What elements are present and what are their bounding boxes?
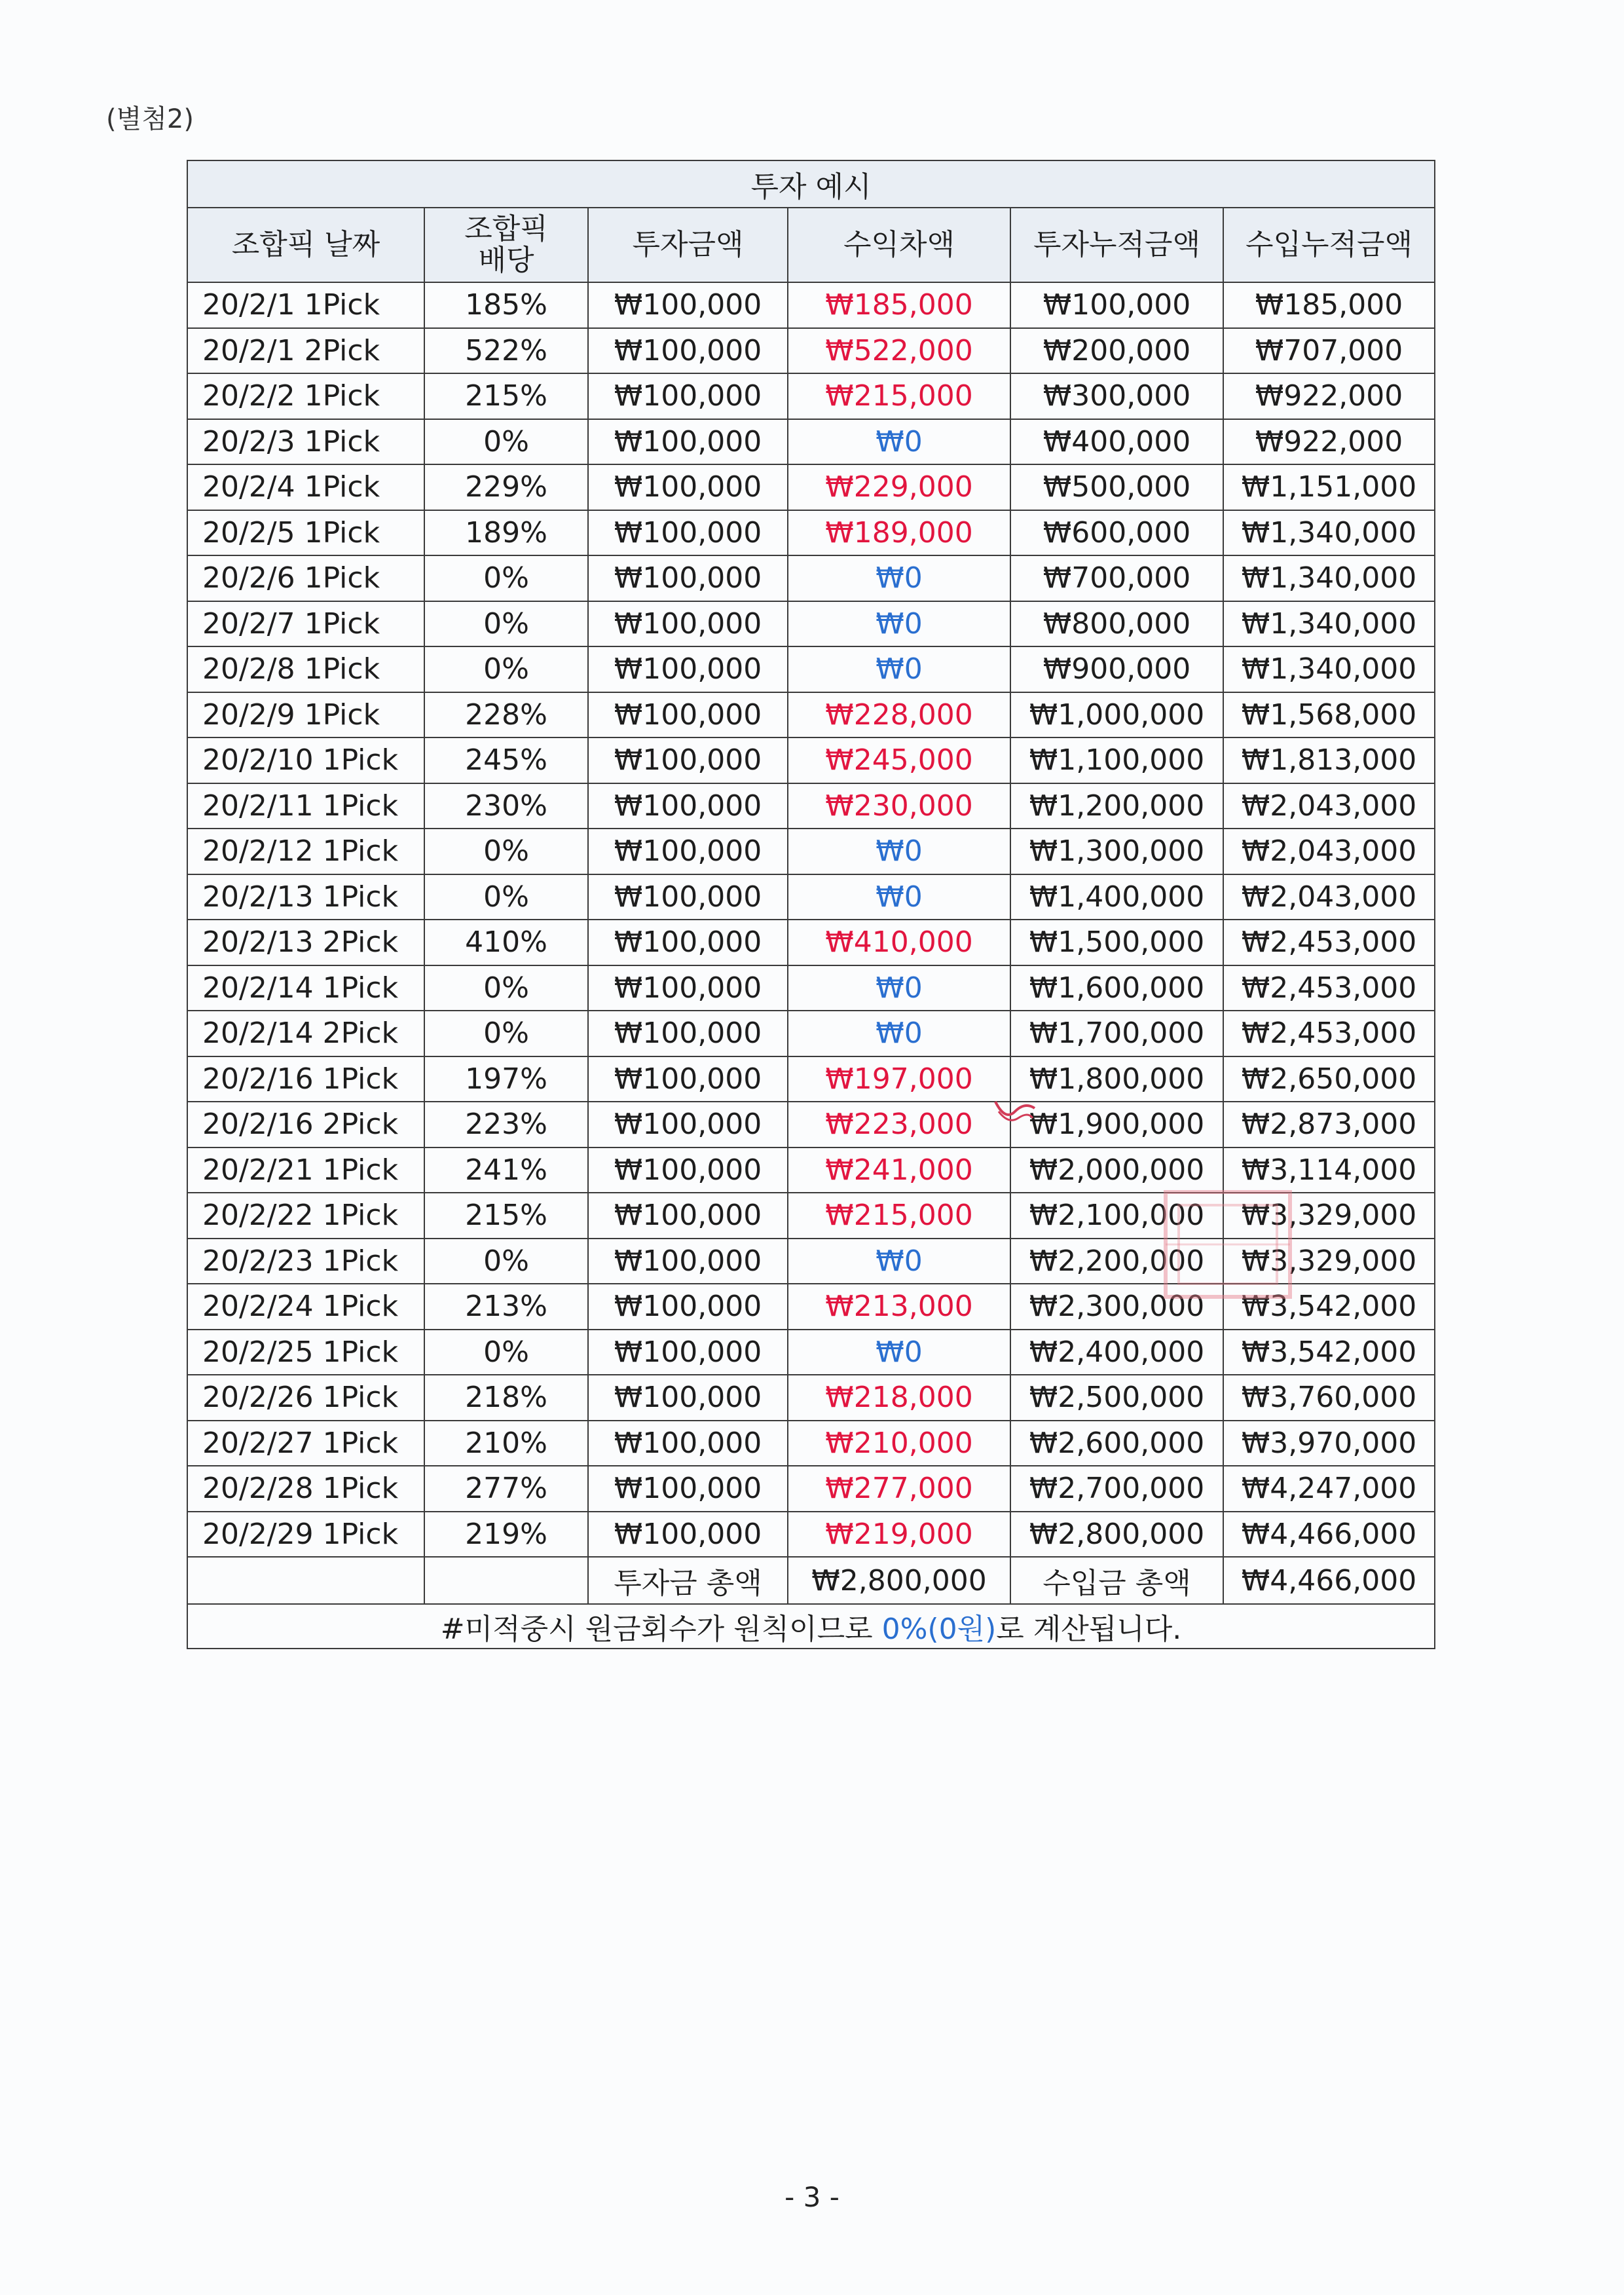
cell-profit: ₩219,000 [788, 1512, 1010, 1558]
cell-date: 20/2/16 1Pick [187, 1056, 424, 1102]
cell-cum-income: ₩707,000 [1223, 328, 1435, 374]
table-row [187, 282, 1435, 328]
cell-profit: ₩197,000 [788, 1056, 1010, 1102]
cell-invest: ₩100,000 [588, 1512, 788, 1558]
cell-profit: ₩215,000 [788, 1193, 1010, 1239]
table-row [187, 1056, 1435, 1102]
cell-cum-income: ₩4,247,000 [1223, 1466, 1435, 1512]
table-row [187, 1466, 1435, 1512]
page-number: - 3 - [784, 2181, 840, 2213]
cell-cum-invest: ₩2,200,000 [1010, 1239, 1223, 1284]
cell-invest: ₩100,000 [588, 646, 788, 692]
table-title-row [187, 160, 1435, 208]
cell-cum-invest: ₩500,000 [1010, 464, 1223, 510]
cell-date: 20/2/9 1Pick [187, 692, 424, 738]
cell-invest: ₩100,000 [588, 510, 788, 556]
cell-cum-income: ₩2,453,000 [1223, 1011, 1435, 1056]
cell-invest: ₩100,000 [588, 373, 788, 419]
cell-invest: ₩100,000 [588, 783, 788, 829]
cell-date: 20/2/14 1Pick [187, 965, 424, 1011]
cell-profit: ₩0 [788, 829, 1010, 874]
cell-cum-income: ₩922,000 [1223, 419, 1435, 465]
cell-date: 20/2/5 1Pick [187, 510, 424, 556]
cell-cum-invest: ₩100,000 [1010, 282, 1223, 328]
table-row [187, 555, 1435, 601]
cell-invest: ₩100,000 [588, 829, 788, 874]
cell-invest: ₩100,000 [588, 1284, 788, 1330]
cell-invest: ₩100,000 [588, 1056, 788, 1102]
header-cum-income: 수입누적금액 [1223, 208, 1435, 282]
cell-ratio: 0% [424, 829, 588, 874]
cell-invest: ₩100,000 [588, 874, 788, 920]
cell-ratio: 215% [424, 373, 588, 419]
cell-ratio: 228% [424, 692, 588, 738]
cell-profit: ₩185,000 [788, 282, 1010, 328]
table-row [187, 373, 1435, 419]
cell-profit: ₩0 [788, 1330, 1010, 1375]
cell-cum-invest: ₩1,400,000 [1010, 874, 1223, 920]
cell-date: 20/2/22 1Pick [187, 1193, 424, 1239]
cell-profit: ₩0 [788, 1239, 1010, 1284]
table-row [187, 874, 1435, 920]
cell-cum-invest: ₩200,000 [1010, 328, 1223, 374]
cell-cum-income: ₩3,114,000 [1223, 1148, 1435, 1193]
table-row [187, 1330, 1435, 1375]
cell-ratio: 0% [424, 1011, 588, 1056]
cell-date: 20/2/12 1Pick [187, 829, 424, 874]
note-text [187, 1604, 1435, 1649]
cell-ratio: 0% [424, 1330, 588, 1375]
cell-cum-invest: ₩1,500,000 [1010, 920, 1223, 965]
header-cum-invest: 투자누적금액 [1010, 208, 1223, 282]
cell-date: 20/2/26 1Pick [187, 1375, 424, 1421]
cell-ratio: 0% [424, 874, 588, 920]
cell-profit: ₩189,000 [788, 510, 1010, 556]
cell-cum-invest: ₩2,600,000 [1010, 1421, 1223, 1466]
header-invest: 투자금액 [588, 208, 788, 282]
cell-invest: ₩100,000 [588, 1148, 788, 1193]
cell-profit: ₩0 [788, 419, 1010, 465]
cell-ratio: 185% [424, 282, 588, 328]
stamp-mark-icon [992, 1095, 1038, 1128]
cell-invest: ₩100,000 [588, 1011, 788, 1056]
header-ratio: 조합픽 배당 [424, 208, 588, 282]
cell-ratio: 213% [424, 1284, 588, 1330]
cell-invest: ₩100,000 [588, 601, 788, 647]
cell-cum-invest: ₩2,300,000 [1010, 1284, 1223, 1330]
table-row [187, 737, 1435, 783]
cell-profit: ₩223,000 [788, 1102, 1010, 1148]
cell-cum-income: ₩922,000 [1223, 373, 1435, 419]
table-row [187, 829, 1435, 874]
cell-date: 20/2/28 1Pick [187, 1466, 424, 1512]
cell-cum-income: ₩1,340,000 [1223, 646, 1435, 692]
cell-date: 20/2/29 1Pick [187, 1512, 424, 1558]
cell-ratio: 0% [424, 555, 588, 601]
cell-date: 20/2/7 1Pick [187, 601, 424, 647]
cell-cum-invest: ₩2,100,000 [1010, 1193, 1223, 1239]
cell-cum-income: ₩3,542,000 [1223, 1330, 1435, 1375]
cell-profit: ₩230,000 [788, 783, 1010, 829]
cell-cum-invest: ₩1,600,000 [1010, 965, 1223, 1011]
cell-invest: ₩100,000 [588, 1330, 788, 1375]
cell-cum-invest: ₩600,000 [1010, 510, 1223, 556]
table-row [187, 1512, 1435, 1558]
cell-cum-income: ₩2,043,000 [1223, 874, 1435, 920]
cell-ratio: 210% [424, 1421, 588, 1466]
note-text-highlight: 0%(0원) [881, 1613, 997, 1646]
attachment-label: (별첨2) [106, 104, 194, 134]
cell-invest: ₩100,000 [588, 555, 788, 601]
cell-profit: ₩522,000 [788, 328, 1010, 374]
table-row [187, 646, 1435, 692]
cell-cum-income: ₩1,340,000 [1223, 601, 1435, 647]
cell-date: 20/2/6 1Pick [187, 555, 424, 601]
cell-ratio: 229% [424, 464, 588, 510]
cell-cum-invest: ₩800,000 [1010, 601, 1223, 647]
cell-date: 20/2/16 2Pick [187, 1102, 424, 1148]
cell-ratio: 215% [424, 1193, 588, 1239]
cell-cum-invest: ₩900,000 [1010, 646, 1223, 692]
cell-cum-income: ₩2,043,000 [1223, 829, 1435, 874]
cell-cum-income: ₩1,568,000 [1223, 692, 1435, 738]
cell-profit: ₩215,000 [788, 373, 1010, 419]
table-row [187, 510, 1435, 556]
cell-date: 20/2/1 2Pick [187, 328, 424, 374]
cell-profit: ₩0 [788, 965, 1010, 1011]
table-row [187, 1011, 1435, 1056]
table-header-row [187, 208, 1435, 282]
cell-date: 20/2/13 1Pick [187, 874, 424, 920]
cell-cum-invest: ₩400,000 [1010, 419, 1223, 465]
cell-cum-invest: ₩2,500,000 [1010, 1375, 1223, 1421]
cell-invest: ₩100,000 [588, 464, 788, 510]
cell-invest: ₩100,000 [588, 1102, 788, 1148]
cell-date: 20/2/25 1Pick [187, 1330, 424, 1375]
cell-date: 20/2/11 1Pick [187, 783, 424, 829]
cell-cum-income: ₩3,970,000 [1223, 1421, 1435, 1466]
cell-date: 20/2/23 1Pick [187, 1239, 424, 1284]
cell-date: 20/2/8 1Pick [187, 646, 424, 692]
cell-ratio: 219% [424, 1512, 588, 1558]
cell-invest: ₩100,000 [588, 419, 788, 465]
table-row [187, 965, 1435, 1011]
cell-cum-invest: ₩300,000 [1010, 373, 1223, 419]
table-row [187, 464, 1435, 510]
cell-cum-income: ₩2,650,000 [1223, 1056, 1435, 1102]
cell-invest: ₩100,000 [588, 1193, 788, 1239]
cell-profit: ₩245,000 [788, 737, 1010, 783]
cell-cum-invest: ₩700,000 [1010, 555, 1223, 601]
table-row [187, 920, 1435, 965]
cell-profit: ₩0 [788, 1011, 1010, 1056]
cell-cum-invest: ₩1,700,000 [1010, 1011, 1223, 1056]
cell-ratio: 0% [424, 646, 588, 692]
cell-date: 20/2/3 1Pick [187, 419, 424, 465]
table-row [187, 1375, 1435, 1421]
cell-date: 20/2/13 2Pick [187, 920, 424, 965]
cell-cum-income: ₩1,151,000 [1223, 464, 1435, 510]
cell-cum-invest: ₩1,800,000 [1010, 1056, 1223, 1102]
cell-profit: ₩210,000 [788, 1421, 1010, 1466]
header-date: 조합픽 날짜 [187, 208, 424, 282]
note-text-after: 로 계산됩니다. [996, 1613, 1182, 1646]
cell-date: 20/2/27 1Pick [187, 1421, 424, 1466]
cell-profit: ₩218,000 [788, 1375, 1010, 1421]
cell-profit: ₩0 [788, 601, 1010, 647]
cell-date: 20/2/4 1Pick [187, 464, 424, 510]
cell-ratio: 410% [424, 920, 588, 965]
cell-profit: ₩410,000 [788, 920, 1010, 965]
cell-date: 20/2/2 1Pick [187, 373, 424, 419]
cell-cum-income: ₩185,000 [1223, 282, 1435, 328]
cell-cum-income: ₩2,873,000 [1223, 1102, 1435, 1148]
total-invest-label: 투자금 총액 [588, 1557, 788, 1604]
cell-profit: ₩0 [788, 874, 1010, 920]
cell-cum-income: ₩3,542,000 [1223, 1284, 1435, 1330]
cell-ratio: 277% [424, 1466, 588, 1512]
cell-invest: ₩100,000 [588, 920, 788, 965]
table-row [187, 692, 1435, 738]
cell-ratio: 230% [424, 783, 588, 829]
cell-ratio: 223% [424, 1102, 588, 1148]
cell-invest: ₩100,000 [588, 965, 788, 1011]
cell-cum-income: ₩2,453,000 [1223, 920, 1435, 965]
total-income-label: 수입금 총액 [1010, 1557, 1223, 1604]
cell-ratio: 522% [424, 328, 588, 374]
cell-profit: ₩213,000 [788, 1284, 1010, 1330]
cell-profit: ₩0 [788, 646, 1010, 692]
cell-cum-invest: ₩1,100,000 [1010, 737, 1223, 783]
cell-cum-invest: ₩1,900,000 [1010, 1102, 1223, 1148]
cell-ratio: 197% [424, 1056, 588, 1102]
cell-cum-invest: ₩1,300,000 [1010, 829, 1223, 874]
cell-cum-invest: ₩2,800,000 [1010, 1512, 1223, 1558]
header-profit: 수익차액 [788, 208, 1010, 282]
cell-ratio: 0% [424, 601, 588, 647]
cell-invest: ₩100,000 [588, 1466, 788, 1512]
table-row [187, 783, 1435, 829]
cell-invest: ₩100,000 [588, 1375, 788, 1421]
table-row [187, 1102, 1435, 1148]
cell-cum-invest: ₩2,700,000 [1010, 1466, 1223, 1512]
cell-cum-income: ₩3,760,000 [1223, 1375, 1435, 1421]
totals-empty-cell [187, 1557, 424, 1604]
cell-profit: ₩228,000 [788, 692, 1010, 738]
cell-cum-income: ₩1,340,000 [1223, 510, 1435, 556]
cell-date: 20/2/24 1Pick [187, 1284, 424, 1330]
cell-profit: ₩0 [788, 555, 1010, 601]
cell-cum-income: ₩2,453,000 [1223, 965, 1435, 1011]
cell-ratio: 245% [424, 737, 588, 783]
cell-ratio: 241% [424, 1148, 588, 1193]
cell-cum-invest: ₩1,200,000 [1010, 783, 1223, 829]
cell-cum-invest: ₩1,000,000 [1010, 692, 1223, 738]
cell-ratio: 189% [424, 510, 588, 556]
cell-cum-income: ₩2,043,000 [1223, 783, 1435, 829]
table-row [187, 1421, 1435, 1466]
cell-invest: ₩100,000 [588, 328, 788, 374]
company-seal-icon [1153, 1179, 1316, 1316]
cell-date: 20/2/14 2Pick [187, 1011, 424, 1056]
cell-invest: ₩100,000 [588, 737, 788, 783]
totals-row [187, 1557, 1435, 1604]
cell-cum-income: ₩3,329,000 [1223, 1239, 1435, 1284]
totals-empty-cell [424, 1557, 588, 1604]
table-row [187, 419, 1435, 465]
table-row [187, 328, 1435, 374]
cell-profit: ₩277,000 [788, 1466, 1010, 1512]
total-income-value: ₩4,466,000 [1223, 1557, 1435, 1604]
cell-ratio: 218% [424, 1375, 588, 1421]
cell-ratio: 0% [424, 1239, 588, 1284]
cell-invest: ₩100,000 [588, 282, 788, 328]
note-row [187, 1604, 1435, 1649]
cell-ratio: 0% [424, 965, 588, 1011]
cell-ratio: 0% [424, 419, 588, 465]
cell-profit: ₩229,000 [788, 464, 1010, 510]
cell-cum-income: ₩4,466,000 [1223, 1512, 1435, 1558]
total-invest-value: ₩2,800,000 [788, 1557, 1010, 1604]
investment-example-table [187, 160, 1435, 1649]
table-row [187, 601, 1435, 647]
cell-date: 20/2/21 1Pick [187, 1148, 424, 1193]
cell-date: 20/2/10 1Pick [187, 737, 424, 783]
cell-cum-invest: ₩2,400,000 [1010, 1330, 1223, 1375]
cell-profit: ₩241,000 [788, 1148, 1010, 1193]
note-text-before: #미적중시 원금회수가 원칙이므로 [440, 1613, 882, 1646]
cell-invest: ₩100,000 [588, 692, 788, 738]
table-title: 투자 예시 [187, 160, 1435, 208]
cell-invest: ₩100,000 [588, 1421, 788, 1466]
cell-cum-invest: ₩2,000,000 [1010, 1148, 1223, 1193]
cell-date: 20/2/1 1Pick [187, 282, 424, 328]
cell-cum-income: ₩1,813,000 [1223, 737, 1435, 783]
cell-invest: ₩100,000 [588, 1239, 788, 1284]
cell-cum-income: ₩1,340,000 [1223, 555, 1435, 601]
cell-cum-income: ₩3,329,000 [1223, 1193, 1435, 1239]
